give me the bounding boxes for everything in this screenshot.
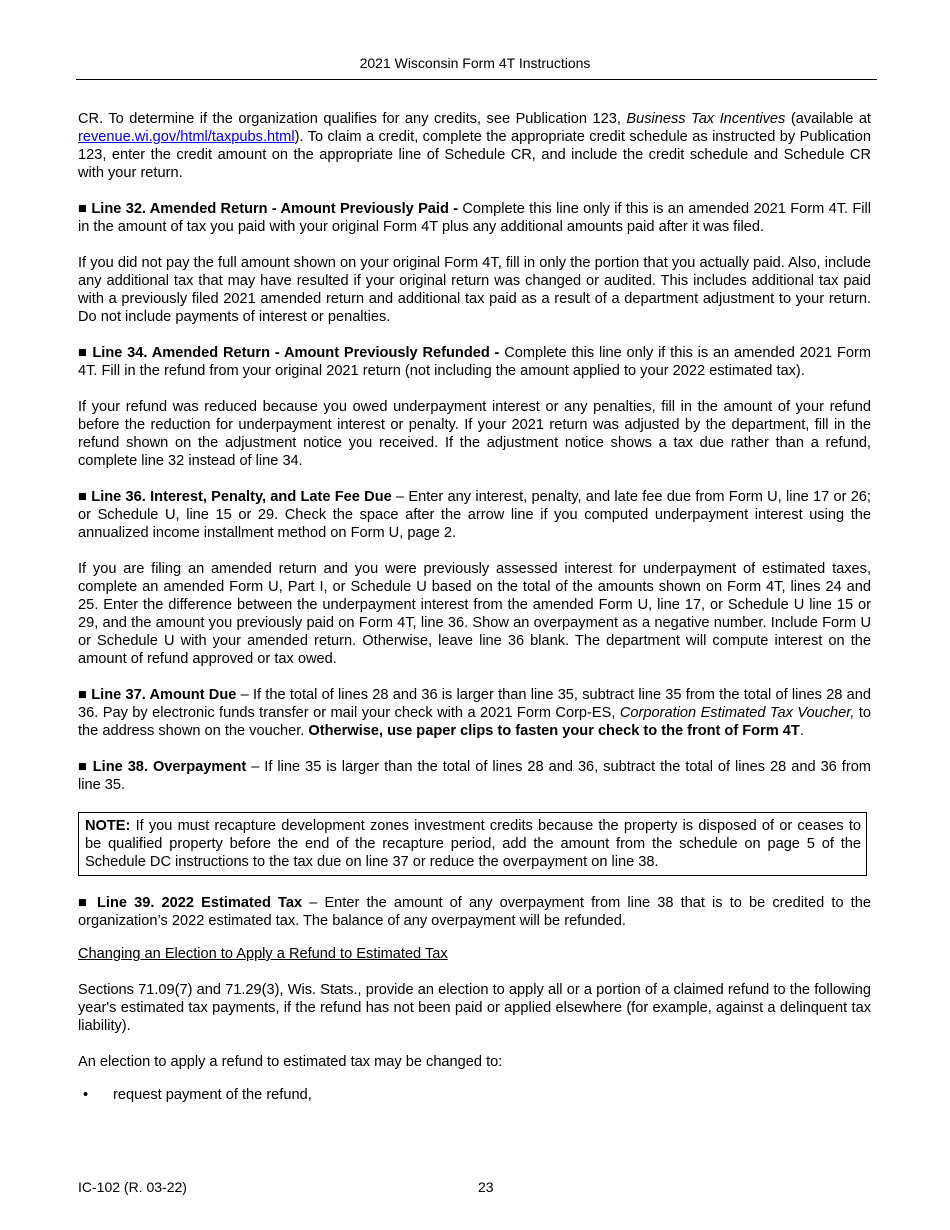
page-header-title: 2021 Wisconsin Form 4T Instructions <box>359 55 591 71</box>
election-paragraph: Sections 71.09(7) and 71.29(3), Wis. Stats., provide an election to apply all or a portion of a claimed refund to the following year's estimated tax payments, if the refund has not been paid or applied elsewhere (for example, against a delinquent tax liability). <box>78 982 871 1034</box>
line37-bullet: ■ <box>78 687 87 703</box>
publication-title: Business Tax Incentives <box>626 111 786 127</box>
line38-heading: Line 38. Overpayment <box>92 759 247 775</box>
taxpubs-link[interactable]: revenue.wi.gov/html/taxpubs.html <box>78 129 295 145</box>
intro-text-2: (available at <box>785 111 871 127</box>
list-item-text: request payment of the refund, <box>113 1087 312 1103</box>
note-text: If you must recapture development zones investment credits because the property is disposed of or ceases to be qualified property before the end of the recapture period, add the amount from the schedule on page 5 of the Schedule DC instructions to the tax due on line 37 or reduce the overpayment on line 38. <box>85 818 861 870</box>
footer-form-id: IC-102 (R. 03-22) <box>78 1179 187 1195</box>
line37-heading: Line 37. Amount Due <box>91 687 237 703</box>
line32-text: Complete this line only if this is an amended 2021 Form 4T. Fill in the amount of tax you paid with your original Form 4T plus any additional amounts paid after it was filed. <box>78 201 871 235</box>
intro-text: CR. To determine if the organization qualifies for any credits, see Publication 123, <box>78 111 627 127</box>
line36-paragraph <box>78 488 871 542</box>
line36-text: – Enter any interest, penalty, and late fee due from Form U, line 17 or 26; or Schedule U, line 15 or 29. Check the space after the arrow line if you computed underpayment interest using the annualized income installment method on Form U, page 2. <box>78 489 871 541</box>
list-item <box>78 1086 871 1104</box>
voucher-title: Corporation Estimated Tax Voucher, <box>619 705 855 721</box>
election-heading-text: Changing an Election to Apply a Refund to Estimated Tax <box>78 946 448 962</box>
line32-paragraph <box>78 200 871 236</box>
line34-paragraph-2: If your refund was reduced because you owed underpayment interest or any penalties, fill in the amount of your refund before the reduction for underpayment interest or penalty. If your 2021 return was adjusted by the department, fill in the refund shown on the adjustment notice you received. If the adjustment notice shows a tax due rather than a refund, complete line 32 instead of line 34. <box>78 399 871 469</box>
line37-text: – If the total of lines 28 and 36 is larger than line 35, subtract line 35 from the total of lines 28 and 36. Pay by electronic funds transfer or mail your check with a 2021 Form Corp-ES, <box>78 687 871 721</box>
election-heading <box>78 945 871 963</box>
line38-bullet: ■ <box>78 759 88 775</box>
note-paragraph <box>85 817 861 871</box>
header-rule <box>76 79 877 80</box>
line34-paragraph <box>78 344 871 380</box>
election-paragraph-2: An election to apply a refund to estimated tax may be changed to: <box>78 1054 503 1070</box>
note-box <box>78 812 867 876</box>
line37-emphasis: Otherwise, use paper clips to fasten your check to the front of Form 4T <box>308 723 800 739</box>
intro-paragraph <box>78 110 871 182</box>
line34-heading: Line 34. Amended Return - Amount Previously Refunded - <box>92 345 505 361</box>
line36-heading: Line 36. Interest, Penalty, and Late Fee Due <box>91 489 392 505</box>
line37-text-3: . <box>799 723 804 739</box>
line34-text: Complete this line only if this is an amended 2021 Form 4T. Fill in the refund from your original 2021 return (not including the amount applied to your 2022 estimated tax). <box>78 345 871 379</box>
line32-paragraph-2: If you did not pay the full amount shown on your original Form 4T, fill in only the portion that you actually paid. Also, include any additional tax that may have resulted if your original return was changed or audited. This includes additional tax paid with a previously filed 2021 amended return and additional tax paid as a result of a department adjustment to your return. Do not include payments of interest or penalties. <box>78 255 871 325</box>
note-label: NOTE: <box>85 818 131 834</box>
line38-text: – If line 35 is larger than the total of lines 28 and 36, subtract the total of lines 28 and 36 from line 35. <box>78 759 871 793</box>
line34-bullet: ■ <box>78 345 88 361</box>
line39-text: – Enter the amount of any overpayment from line 38 that is to be credited to the organization’s 2022 estimated tax. The balance of any overpayment will be refunded. <box>78 895 871 929</box>
line37-paragraph <box>78 686 871 740</box>
line39-bullet: ■ <box>78 895 90 911</box>
line39-heading: Line 39. 2022 Estimated Tax <box>97 895 303 911</box>
footer-page-number: 23 <box>478 1179 494 1195</box>
bullet-icon: • <box>83 1087 89 1103</box>
line39-paragraph <box>78 894 871 930</box>
intro-text-3: ). To claim a credit, complete the appropriate credit schedule as instructed by Publication 123, enter the credit amount on the appropriate line of Schedule CR, and include the credit schedule and Schedule CR with your return. <box>78 129 871 181</box>
line37-text-2: to the address shown on the voucher. <box>78 705 871 739</box>
page-body <box>78 110 871 1104</box>
line38-paragraph <box>78 758 871 794</box>
line36-bullet: ■ <box>78 489 88 505</box>
line36-paragraph-2: If you are filing an amended return and you were previously assessed interest for underpayment of estimated taxes, complete an amended Form U, Part I, or Schedule U based on the total of the amounts shown on Form 4T, lines 24 and 25. Enter the difference between the underpayment interest from the amended Form U, line 17, or Schedule U line 15 or 29, and the amount you previously paid on Form 4T, line 36. Show an overpayment as a negative number. Include Form U or Schedule U with your amended return. Otherwise, leave line 36 blank. The department will compute interest on the amount of refund approved or tax owed. <box>78 561 871 667</box>
line32-bullet: ■ <box>78 201 88 217</box>
line32-heading: Line 32. Amended Return - Amount Previously Paid - <box>91 201 463 217</box>
